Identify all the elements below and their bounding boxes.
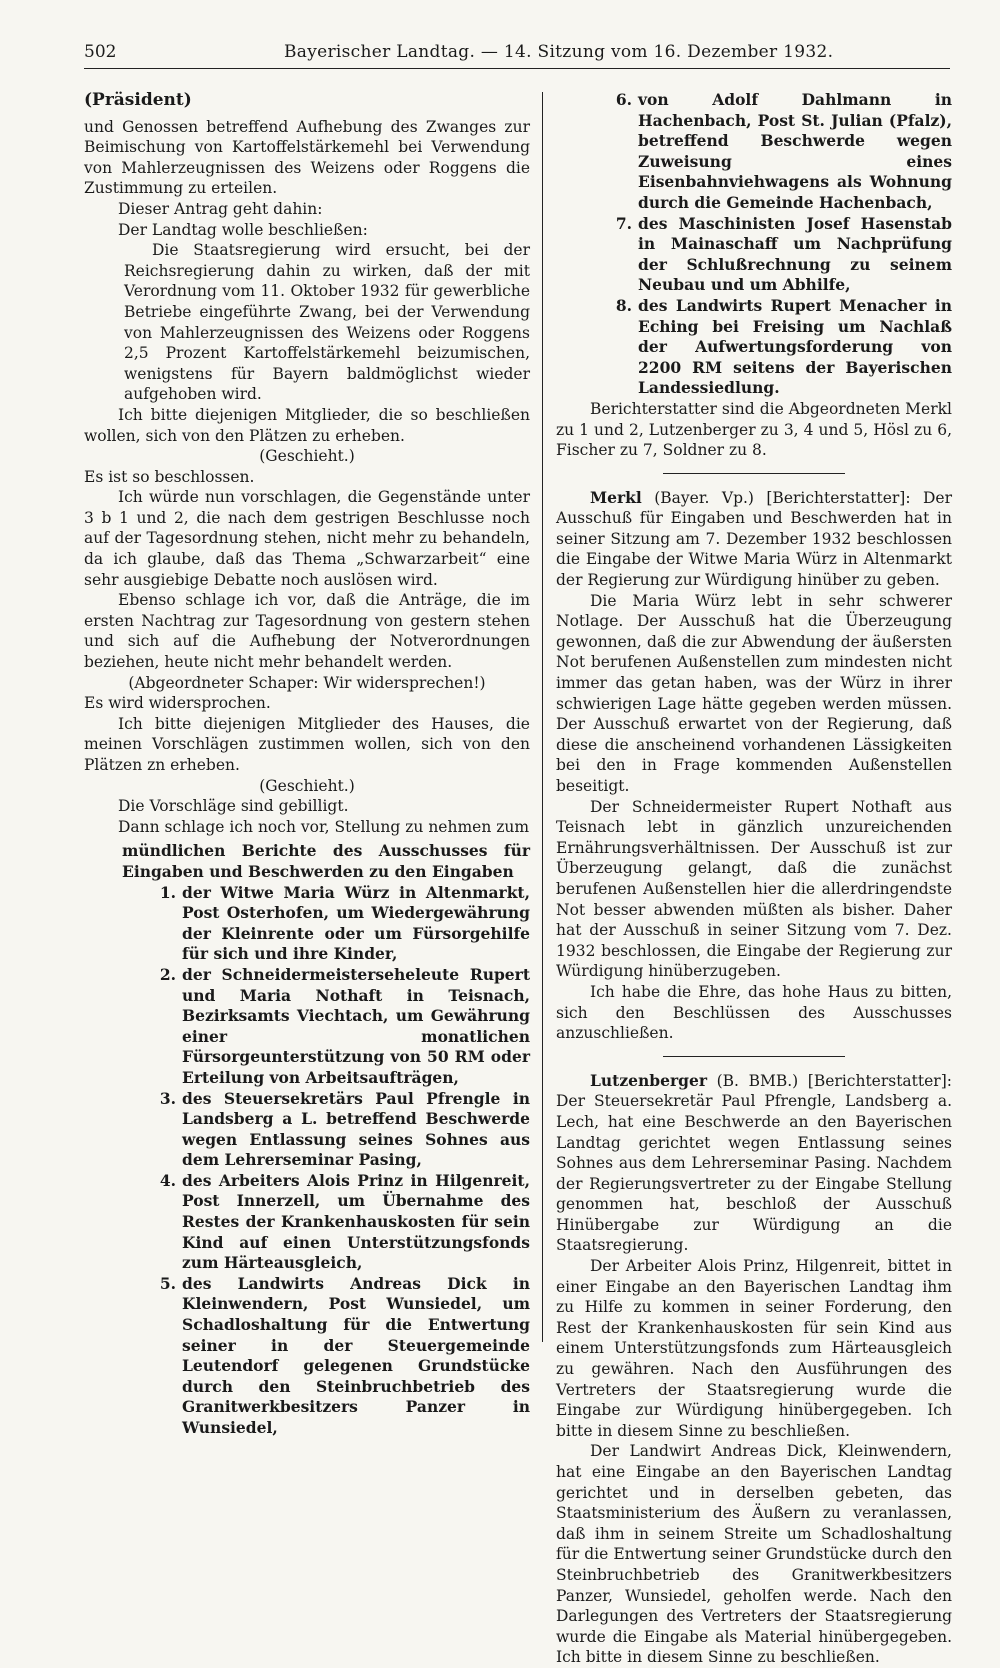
item-number: 6. — [615, 90, 632, 109]
section-divider — [663, 1056, 845, 1057]
paragraph: Ich habe die Ehre, das hohe Haus zu bitten, sich den Beschlüssen des Ausschusses anzuschließen. — [556, 982, 952, 1043]
paragraph: Es wird widersprochen. — [84, 694, 271, 713]
paragraph: Dann schlage ich noch vor, Stellung zu nehmen zum — [118, 817, 530, 836]
page-number: 502 — [84, 42, 117, 62]
item-text: des Landwirts Andreas Dick in Kleinwendern, Post Wunsiedel, um Schadloshaltung für die Entwertung seiner in der Steuergemeinde Leutendorf gelegenen Grundstücke durch den Steinbruchbetrieb des Granitwerkbesitzers Panzer in Wunsiedel, — [182, 1273, 530, 1437]
item-number: 8. — [615, 295, 632, 315]
column-divider — [542, 92, 543, 1342]
list-item — [150, 1274, 530, 1439]
paragraph: Dieser Antrag geht dahin: — [118, 199, 323, 218]
paragraph: Ich würde nun vorschlagen, die Gegenstände unter 3 b 1 und 2, die nach dem gestrigen Beschlusse noch auf der Tagesordnung stehen, nicht mehr zu behandeln, da ich glaube, daß das Thema „Schwarzarbeit“ eine sehr ausgiebige Debatte noch auslösen wird. — [84, 488, 530, 589]
paragraph: Der Landtag wolle beschließen: — [118, 220, 368, 239]
paragraph: und Genossen betreffend Aufhebung des Zwanges zur Beimischung von Kartoffelstärkemehl bei Verwendung von Mahlerzeugnissen des Weizens oder Roggens die Zustimmung zu erteilen. — [84, 117, 530, 198]
item-number: 7. — [615, 213, 632, 233]
paragraph: Es ist so beschlossen. — [84, 467, 255, 486]
petition-list — [84, 883, 530, 1439]
speaker-affiliation: (B. BMB.) [Berichterstatter]: — [707, 1071, 952, 1090]
list-item — [606, 90, 952, 214]
item-text: des Landwirts Rupert Menacher in Eching bei Freising um Nachlaß der Aufwertungsforderung von 2200 RM seitens der Bayerischen Landessiedlung. — [638, 295, 952, 398]
paragraph: Die Vorschläge sind gebilligt. — [118, 797, 349, 816]
right-column — [556, 90, 952, 1668]
item-number: 3. — [159, 1088, 176, 1108]
speech-text: Der Steuersekretär Paul Pfrengle, Landsberg a. Lech, hat eine Beschwerde an den Bayerischen Landtag gerichtet wegen Entlassung seines Sohnes aus dem Lehrerseminar Pasing. Nachdem der Regierungsvertreter zu der Eingabe Stellung genommen hat, beschloß der Ausschuß Hinübergabe zur Würdigung an die Staatsregierung. — [556, 1092, 952, 1255]
item-number: 5. — [159, 1273, 176, 1293]
list-item — [606, 296, 952, 399]
speaker-affiliation: (Bayer. Vp.) [Berichterstatter]: — [641, 488, 923, 507]
item-text: der Witwe Maria Würz in Altenmarkt, Post Osterhofen, um Wiedergewährung der Kleinrente oder um Fürsorgehilfe für sich und ihre Kinder, — [182, 882, 530, 964]
section-divider — [663, 473, 845, 474]
paragraph: Ich bitte diejenigen Mitglieder des Hauses, die meinen Vorschlägen zustimmen wollen, sich von den Plätzen zn erheben. — [84, 714, 530, 774]
section-heading: mündlichen Berichte des Ausschusses für Eingaben und Beschwerden zu den Eingaben — [122, 841, 530, 881]
running-title: Bayerischer Landtag. — 14. Sitzung vom 16. Dezember 1932. — [284, 42, 834, 62]
speaker-name: Lutzenberger — [590, 1070, 707, 1090]
speaker-label: (Präsident) — [84, 90, 192, 110]
stage-direction: (Geschieht.) — [259, 447, 355, 466]
motion-quote: Die Staatsregierung wird ersucht, bei der Reichsregierung dahin zu wirken, daß der mit Verordnung vom 11. Oktober 1932 für gewerbliche Betriebe eingeführte Zwang, bei der Verwendung von Mahlerzeugnissen des Weizens oder Roggens 2,5 Prozent Kartoffelstärkemehl beizumischen, wenigstens für Bayern baldmöglichst wieder aufgehoben wird. — [124, 241, 530, 404]
item-text: des Steuersekretärs Paul Pfrengle in Landsberg a L. betreffend Beschwerde wegen Entlassung seines Sohnes aus dem Lehrerseminar Pasing, — [182, 1088, 530, 1170]
speech-text: Der Ausschuß für Eingaben und Beschwerden hat in seiner Sitzung am 7. Dezember 1932 beschlossen die Eingabe der Witwe Maria Würz in Altenmarkt der Regierung zur Würdigung hinüber zu geben. — [556, 488, 952, 590]
paragraph: Der Arbeiter Alois Prinz, Hilgenreit, bittet in einer Eingabe an den Bayerischen Landtag ihm zu Hilfe zu kommen in seiner Forderung, den Rest der Krankenhauskosten für sein Kind aus einem Unterstützungsfonds zum Härteausgleich zu gewähren. Nach den Ausführungen des Vertreters der Staatsregierung wurde die Eingabe zur Würdigung hinübergegeben. Ich bitte in diesem Sinne zu beschließen. — [556, 1257, 952, 1440]
running-header — [84, 38, 950, 69]
item-text: des Arbeiters Alois Prinz in Hilgenreit, Post Innerzell, um Übernahme des Restes der Krankenhauskosten für sein Kind auf einen Unterstützungsfonds zum Härteausgleich, — [182, 1170, 530, 1273]
paragraph: Ich bitte diejenigen Mitglieder, die so beschließen wollen, sich von den Plätzen zu erheben. — [84, 405, 530, 445]
paragraph: Ebenso schlage ich vor, daß die Anträge, die im ersten Nachtrag zur Tagesordnung von gestern stehen und sich auf die Aufhebung der Notverordnungen beziehen, heute nicht mehr behandelt werden. — [84, 591, 530, 672]
speaker-name: Merkl — [590, 487, 642, 507]
item-number: 4. — [159, 1170, 176, 1190]
left-column — [84, 90, 530, 1439]
item-number: 2. — [159, 964, 176, 984]
list-item — [150, 883, 530, 965]
stage-direction: (Geschieht.) — [259, 776, 355, 795]
paragraph: Die Maria Würz lebt in sehr schwerer Notlage. Der Ausschuß hat die Überzeugung gewonnen, daß die zur Abwendung der äußersten Not berufenen Außenstellen zum mindesten nicht immer das getan haben, was der Würz in ihrer schwierigen Lage hätte gegeben werden müssen. Der Ausschuß erwartet von der Regierung, daß diese die anscheinend vorhandenen Lässigkeiten bei den in Frage kommenden Außenstellen beseitigt. — [556, 591, 952, 795]
paragraph: Der Landwirt Andreas Dick, Kleinwendern, hat eine Eingabe an den Bayerischen Landtag gerichtet und in derselben gebeten, das Staatsministerium des Äußern zu veranlassen, daß ihm in seinem Streite um Schadloshaltung für die Entwertung seiner Grundstücke durch den Steinbruchbetrieb des Granitwerkbesitzers Panzer, Wunsiedel, geholfen werde. Nach den Darlegungen des Vertreters der Staatsregierung wurde die Eingabe als Material hinübergegeben. Ich bitte in diesem Sinne zu beschließen. — [556, 1442, 952, 1667]
petition-list-continued — [556, 90, 952, 399]
list-item — [150, 1089, 530, 1171]
speech-merkl — [556, 488, 952, 591]
list-item — [150, 965, 530, 1089]
item-number: 1. — [159, 882, 176, 902]
speech-lutzenberger — [556, 1071, 952, 1256]
reporters-paragraph: Berichterstatter sind die Abgeordneten Merkl zu 1 und 2, Lutzenberger zu 3, 4 und 5, Hösl zu 6, Fischer zu 7, Soldner zu 8. — [556, 399, 952, 460]
item-text: von Adolf Dahlmann in Hachenbach, Post St. Julian (Pfalz), betreffend Beschwerde wegen Zuweisung eines Eisenbahnviehwagens als Wohnung durch die Gemeinde Hachenbach, — [638, 90, 952, 212]
item-text: des Maschinisten Josef Hasenstab in Mainaschaff um Nachprüfung der Schlußrechnung zu seinem Neubau und um Abhilfe, — [638, 213, 952, 295]
list-item — [150, 1171, 530, 1274]
list-item — [606, 214, 952, 296]
item-text: der Schneidermeisterseheleute Rupert und Maria Nothaft in Teisnach, Bezirksamts Viechtach, um Gewährung einer monatlichen Fürsorgeunterstützung von 50 RM oder Erteilung von Arbeitsaufträgen, — [182, 964, 530, 1087]
interjection: (Abgeordneter Schaper: Wir widersprechen!) — [128, 673, 486, 692]
paragraph: Der Schneidermeister Rupert Nothaft aus Teisnach lebt in gänzlich unzureichenden Ernährungsverhältnissen. Der Ausschuß ist zur Überzeugung gelangt, daß die zunächst berufenen Außenstellen hier die allerdringendste Not besser abwenden müßten als bisher. Daher hat der Ausschuß in seiner Sitzung vom 7. Dez. 1932 beschlossen, die Eingabe der Regierung zur Würdigung hinüberzugeben. — [556, 797, 952, 981]
